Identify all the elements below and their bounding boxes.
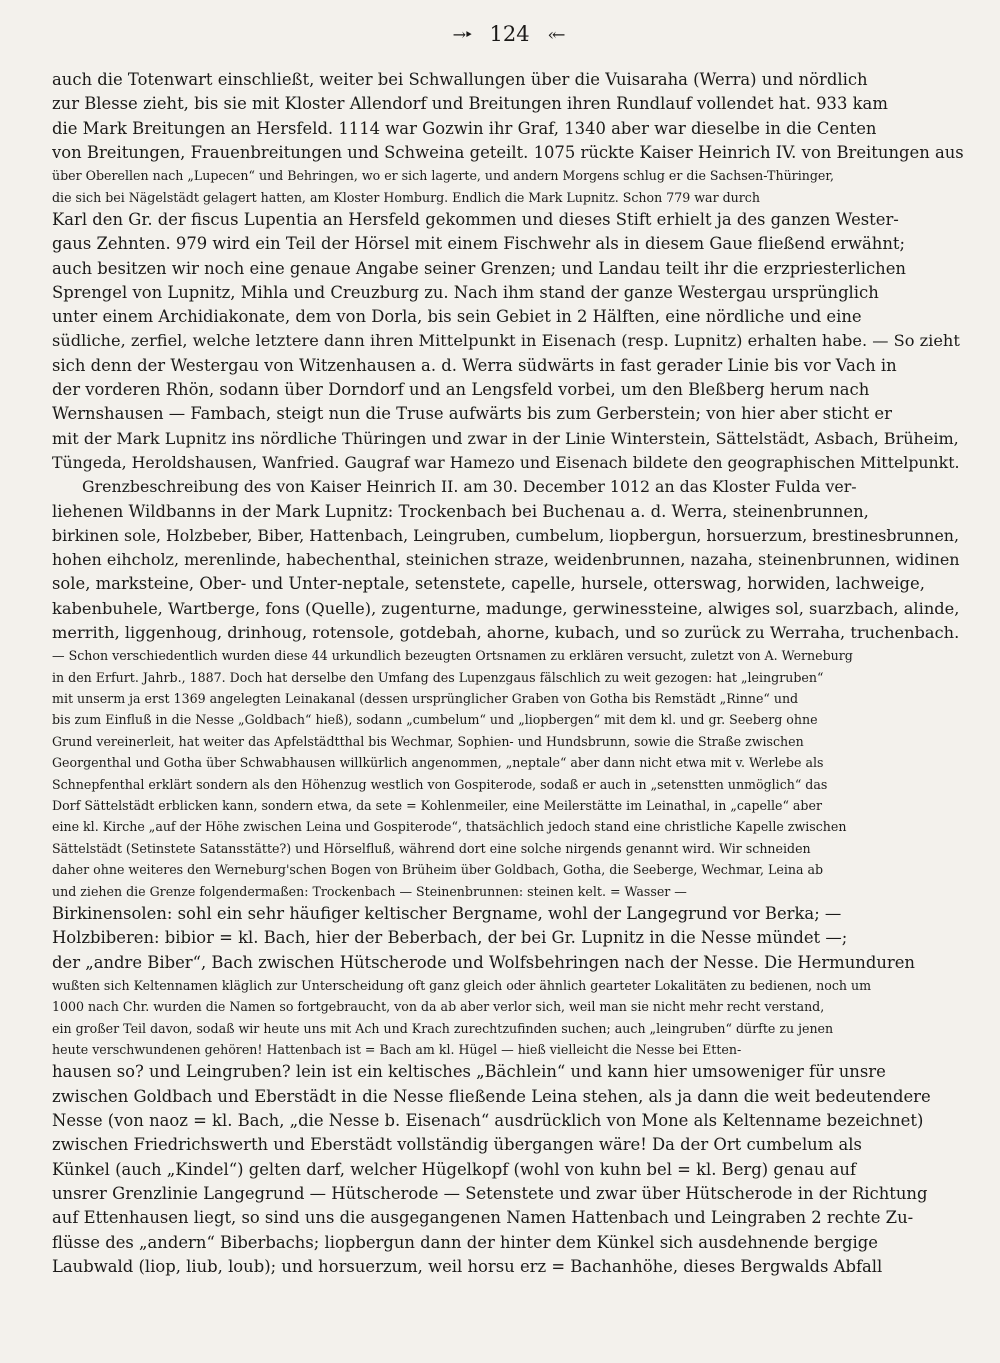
text-line: flüsse des „andern“ Biberbachs; liopbergun dann der hinter dem Künkel sich ausdehnende bergige [52, 1232, 878, 1252]
text-line: Karl den Gr. der fiscus Lupentia an Hersfeld gekommen und dieses Stift erhielt ja des ganzen Wester- [52, 209, 899, 229]
text-line: daher ohne weiteres den Werneburg'schen Bogen von Brüheim über Goldbach, Gotha, die Seeberge, Wechmar, Leina ab [52, 862, 824, 878]
text-line: Dorf Sättelstädt erblicken kann, sondern etwa, da sete = Kohlenmeiler, eine Meilerstätte im Leinathal, in „capelle“ aber [52, 798, 822, 814]
text-line: Sprengel von Lupnitz, Mihla und Creuzburg zu. Nach ihm stand der ganze Westergau ursprünglich [52, 282, 879, 302]
text-line: Schnepfenthal erklärt sondern als den Höhenzug westlich von Gospiterode, sodaß er auch in „setenstten unmöglich“ das [52, 776, 828, 792]
text-line: Georgenthal und Gotha über Schwabhausen willkürlich angenommen, „neptale“ aber dann nicht etwa mit v. Werlebe als [52, 755, 824, 771]
text-line: eine kl. Kirche „auf der Höhe zwischen Leina und Gospiterode“, thatsächlich jedoch stand eine christliche Kapelle zwischen [52, 819, 847, 835]
text-line: wußten sich Keltennamen kläglich zur Unterscheidung oft ganz gleich oder ähnlich gearteter Lokalitäten zu bedienen, noch um [52, 977, 872, 993]
text-line: mit der Mark Lupnitz ins nördliche Thüringen und zwar in der Linie Winterstein, Sättelstädt, Asbach, Brüheim, [52, 428, 959, 448]
text-line: südliche, zerfiel, welche letztere dann ihren Mittelpunkt in Eisenach (resp. Lupnitz) erhalten habe. — So zieht [52, 331, 960, 351]
text-line: Birkinensolen: sohl ein sehr häufiger keltischer Bergname, wohl der Langegrund vor Berka; — [52, 904, 842, 923]
text-line: hausen so? und Leingruben? lein ist ein keltisches „Bächlein“ und kann hier umsoweniger für unsre [52, 1062, 886, 1082]
text-line: und ziehen die Grenze folgendermaßen: Trockenbach — Steinenbrunnen: steinen kelt. = Wasser — [52, 883, 687, 899]
text-line: über Oberellen nach „Lupecen“ und Behringen, wo er sich lagerte, und andern Morgens schlug er die Sachsen-Thüringer, [52, 168, 834, 184]
text-line: der „andre Biber“, Bach zwischen Hütscherode und Wolfsbehringen nach der Nesse. Die Hermunduren [52, 952, 915, 972]
ornament-left: →‣ [452, 24, 472, 44]
text-line: die sich bei Nägelstädt gelagert hatten, am Kloster Homburg. Endlich die Mark Lupnitz. Schon 779 war durch [52, 189, 760, 205]
page-header [52, 0, 964, 68]
text-line: gaus Zehnten. 979 wird ein Teil der Hörsel mit einem Fischwehr als in diesem Gaue fließend erwähnt; [52, 234, 906, 254]
text-line: merrith, liggenhoug, drinhoug, rotensole, gotdebah, ahorne, kubach, und so zurück zu Werraha, truchenbach. [52, 623, 960, 643]
text-line: Nesse (von naoz = kl. Bach, „die Nesse b. Eisenach“ ausdrücklich von Mone als Keltenname bezeichnet) [52, 1111, 924, 1131]
text-line: Sättelstädt (Setinstete Satansstätte?) und Hörselfluß, während dort eine solche nirgends genannt wird. Wir schneiden [52, 840, 811, 856]
ornament-right: ‹← [547, 24, 564, 44]
text-line: hohen eihcholz, merenlinde, habechenthal, steinichen straze, weidenbrunnen, nazaha, steinenbrunnen, widinen [52, 550, 960, 570]
page-number: 124 [489, 22, 530, 46]
text-line: Laubwald (liop, liub, loub); und horsuerzum, weil horsu erz = Bachanhöhe, dieses Bergwalds Abfall [52, 1256, 883, 1276]
text-line: unter einem Archidiakonate, dem von Dorla, bis sein Gebiet in 2 Hälften, eine nördliche und eine [52, 307, 862, 327]
text-line: 1000 nach Chr. wurden die Namen so fortgebraucht, von da ab aber verlor sich, weil man sie nicht mehr recht verstand, [52, 999, 825, 1015]
text-line: auch besitzen wir noch eine genaue Angabe seiner Grenzen; und Landau teilt ihr die erzpriesterlichen [52, 258, 906, 278]
text-line: bis zum Einfluß in die Nesse „Goldbach“ hieß), sodann „cumbelum“ und „liopbergen“ mit dem kl. und gr. Seeberg ohne [52, 712, 818, 728]
text-line: kabenbuhele, Wartberge, fons (Quelle), zugenturne, madunge, gerwinessteine, alwiges sol, suarzbach, alinde, [52, 598, 960, 618]
text-line: in den Erfurt. Jahrb., 1887. Doch hat derselbe den Umfang des Lupenzgaus fälschlich zu weit gezogen: hat „leingruben“ [52, 669, 824, 685]
text-line: sich denn der Westergau von Witzenhausen a. d. Werra südwärts in fast gerader Linie bis vor Vach in [52, 355, 897, 375]
text-line: auf Ettenhausen liegt, so sind uns die ausgegangenen Namen Hattenbach und Leingraben 2 rechte Zu- [52, 1208, 914, 1228]
text-line: liehenen Wildbanns in der Mark Lupnitz: Trockenbach bei Buchenau a. d. Werra, steinenbrunnen, [52, 501, 869, 521]
text-line: unsrer Grenzlinie Langegrund — Hütscherode — Setenstete und zwar über Hütscherode in der Richtung [52, 1183, 928, 1203]
text-line: Grenzbeschreibung des von Kaiser Heinrich II. am 30. December 1012 an das Kloster Fulda ver- [82, 477, 857, 497]
body-text [52, 68, 964, 1279]
text-line: zur Blesse zieht, bis sie mit Kloster Allendorf und Breitungen ihren Rundlauf vollendet hat. 933 kam [52, 94, 888, 114]
text-line: Künkel (auch „Kindel“) gelten darf, welcher Hügelkopf (wohl von kuhn bel = kl. Berg) genau auf [52, 1159, 857, 1179]
text-line: Wernshausen — Fambach, steigt nun die Truse aufwärts bis zum Gerberstein; von hier aber sticht er [52, 404, 892, 424]
text-line: von Breitungen, Frauenbreitungen und Schweina geteilt. 1075 rückte Kaiser Heinrich IV. von Breitungen aus [52, 142, 964, 162]
text-line: — Schon verschiedentlich wurden diese 44 urkundlich bezeugten Ortsnamen zu erklären versucht, zuletzt von A. Werneburg [52, 648, 853, 664]
text-line: die Mark Breitungen an Hersfeld. 1114 war Gozwin ihr Graf, 1340 aber war dieselbe in die Centen [52, 118, 877, 138]
text-line: Holzbiberen: bibior = kl. Bach, hier der Beberbach, der bei Gr. Lupnitz in die Nesse mündet —; [52, 928, 848, 948]
text-line: auch die Totenwart einschließt, weiter bei Schwallungen über die Vuisaraha (Werra) und nördlich [52, 70, 868, 89]
text-line: sole, marksteine, Ober- und Unter-neptale, setenstete, capelle, hursele, otterswag, horwiden, lachweige, [52, 574, 925, 594]
text-line: der vorderen Rhön, sodann über Dorndorf und an Lengsfeld vorbei, um den Bleßberg herum nach [52, 380, 870, 400]
text-line: birkinen sole, Holzbeber, Biber, Hattenbach, Leingruben, cumbelum, liopbergun, horsuerzum, brestinesbrunnen, [52, 525, 959, 545]
text-line: zwischen Friedrichswerth und Eberstädt vollständig übergangen wäre! Da der Ort cumbelum als [52, 1135, 862, 1155]
text-line: Grund vereinerleit, hat weiter das Apfelstädtthal bis Wechmar, Sophien- und Hundsbrunn, sowie die Straße zwischen [52, 733, 804, 749]
text-line: ein großer Teil davon, sodaß wir heute uns mit Ach und Krach zurechtzufinden suchen; auch „leingruben“ dürfte zu jenen [52, 1020, 834, 1036]
text-line: zwischen Goldbach und Eberstädt in die Nesse fließende Leina stehen, als ja dann die weit bedeutendere [52, 1086, 931, 1106]
text-line: Tüngeda, Heroldshausen, Wanfried. Gaugraf war Hamezo und Eisenach bildete den geographischen Mittelpunkt. [52, 452, 960, 472]
text-line: heute verschwundenen gehören! Hattenbach ist = Bach am kl. Hügel — hieß vielleicht die Nesse bei Etten- [52, 1042, 742, 1058]
text-line: mit unserm ja erst 1369 angelegten Leinakanal (dessen ursprünglicher Graben von Gotha bis Remstädt „Rinne“ und [52, 691, 799, 707]
